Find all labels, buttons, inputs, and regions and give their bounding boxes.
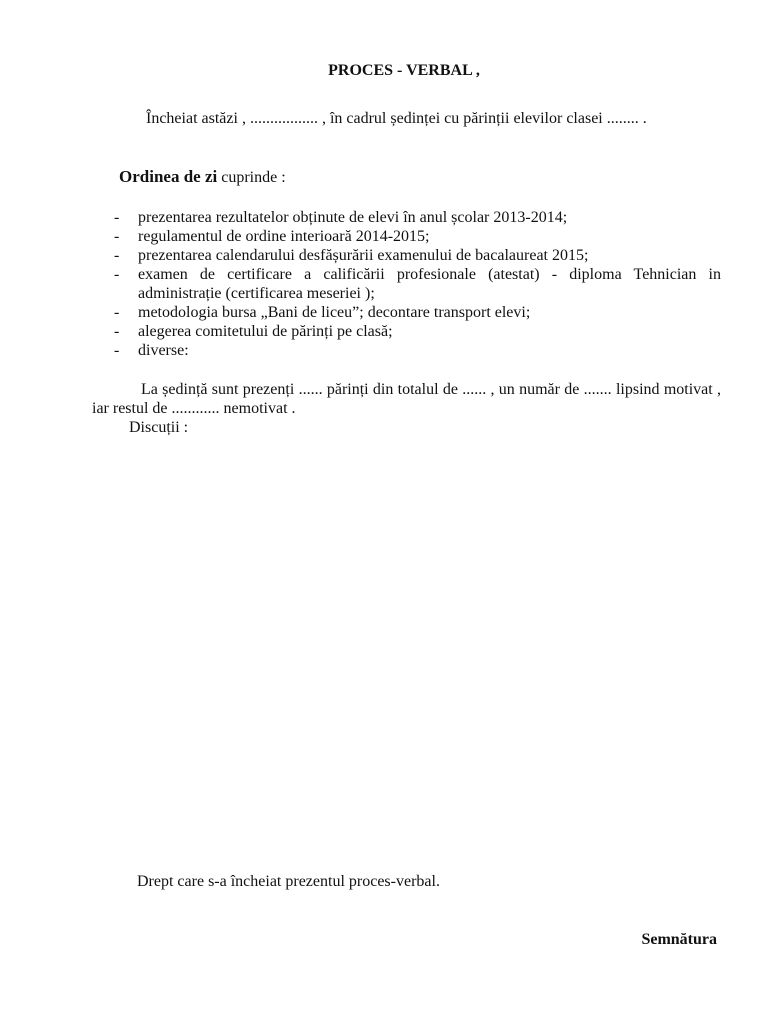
agenda-item-text: examen de certificare a calificării profesionale (atestat) - diploma Tehnician in administrație (certificarea meseriei ); bbox=[138, 266, 721, 302]
agenda-item-text: diverse: bbox=[138, 342, 189, 359]
agenda-item bbox=[112, 322, 721, 341]
attendance-paragraph: La ședință sunt prezenți ...... părinți din totalul de ...... , un număr de ....... lipsind motivat , iar restul de ............ nemotivat . bbox=[92, 381, 721, 417]
bullet-dash: - bbox=[114, 304, 120, 321]
bullet-dash: - bbox=[114, 247, 120, 264]
agenda-item bbox=[112, 227, 721, 246]
agenda-list bbox=[112, 208, 721, 360]
agenda-item bbox=[112, 303, 721, 322]
bullet-dash: - bbox=[114, 266, 120, 283]
agenda-item-text: metodologia bursa „Bani de liceu”; decontare transport elevi; bbox=[138, 304, 531, 321]
agenda-heading-rest: cuprinde : bbox=[217, 169, 286, 186]
document-title: PROCES - VERBAL , bbox=[328, 62, 480, 79]
intro-paragraph: Încheiat astăzi , ................. , în cadrul ședinței cu părinții elevilor clasei ........ . bbox=[146, 110, 647, 127]
signature-label: Semnătura bbox=[641, 931, 717, 948]
discussions-label: Discuții : bbox=[129, 419, 189, 436]
agenda-item bbox=[112, 341, 721, 360]
closing-line: Drept care s-a încheiat prezentul proces-verbal. bbox=[137, 873, 440, 890]
agenda-item bbox=[112, 246, 721, 265]
agenda-item-text: alegerea comitetului de părinți pe clasă; bbox=[138, 323, 393, 340]
agenda-item-text: regulamentul de ordine interioară 2014-2015; bbox=[138, 228, 430, 245]
agenda-item-text: prezentarea calendarului desfășurării examenului de bacalaureat 2015; bbox=[138, 247, 589, 264]
bullet-dash: - bbox=[114, 323, 120, 340]
agenda-item bbox=[112, 265, 721, 303]
bullet-dash: - bbox=[114, 228, 120, 245]
agenda-item-text: prezentarea rezultatelor obținute de elevi în anul școlar 2013-2014; bbox=[138, 209, 568, 226]
agenda-item bbox=[112, 208, 721, 227]
agenda-heading-bold: Ordinea de zi bbox=[119, 167, 218, 186]
agenda-heading bbox=[119, 167, 286, 187]
bullet-dash: - bbox=[114, 342, 120, 359]
bullet-dash: - bbox=[114, 209, 120, 226]
